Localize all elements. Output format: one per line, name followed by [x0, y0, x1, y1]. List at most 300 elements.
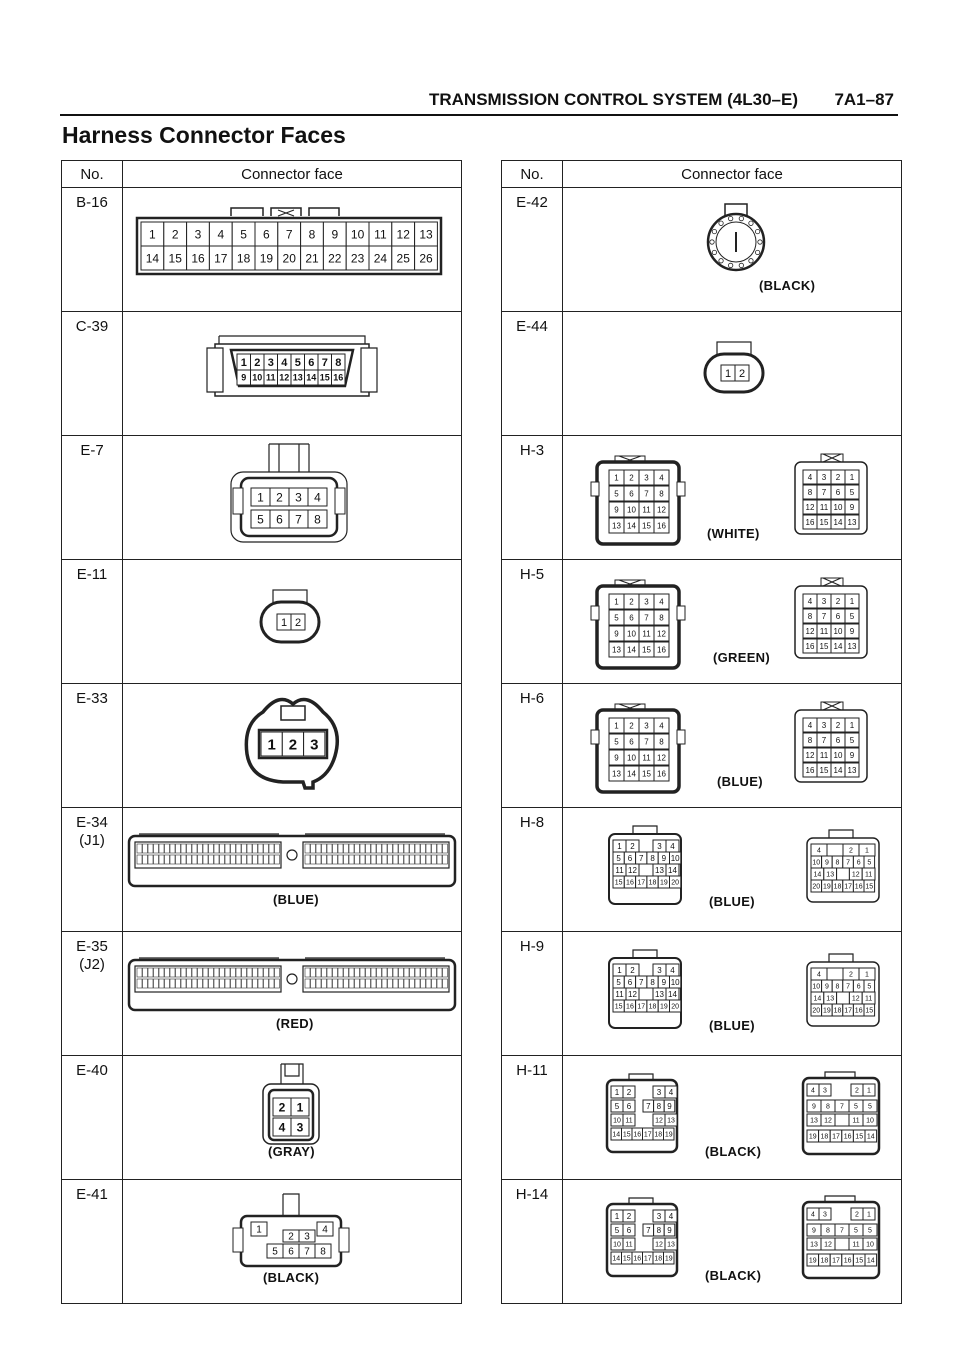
pin-number: 10 — [833, 750, 843, 760]
pin-cell — [332, 354, 346, 370]
pin-number: 11 — [625, 1241, 633, 1249]
pin-cell — [803, 470, 817, 484]
connector-color-label: (GRAY) — [268, 1144, 315, 1159]
pin-cell — [283, 1244, 299, 1258]
pin-cell — [666, 840, 679, 852]
connector-no: E-11 — [62, 560, 123, 684]
pin-cell — [371, 979, 376, 988]
pin-cell — [803, 594, 817, 608]
pin-number: 15 — [865, 1007, 874, 1015]
pin-cell — [807, 1084, 819, 1096]
pin-cell — [170, 968, 175, 977]
pin-number: 1 — [617, 841, 622, 851]
pin-cell — [269, 968, 274, 977]
pin-cell — [311, 968, 316, 977]
pin-cell — [338, 855, 343, 864]
pin-cell — [862, 868, 875, 880]
pin-cell — [209, 222, 232, 246]
pin-cell — [624, 518, 639, 533]
pin-number: 3 — [823, 1211, 827, 1219]
pin-cell — [632, 1252, 643, 1264]
pin-number: 3 — [267, 356, 274, 369]
pin-cell — [269, 844, 274, 853]
pin-cell — [316, 979, 321, 988]
pin-number: 11 — [615, 989, 624, 999]
pin-cell — [859, 968, 875, 980]
pin-cell — [360, 968, 365, 977]
pin-number: 17 — [637, 1003, 646, 1011]
pin-cell — [749, 221, 753, 225]
pin-number: 10 — [866, 1117, 874, 1125]
pin-number: 11 — [819, 750, 829, 760]
pin-number: 6 — [288, 1246, 294, 1258]
pin-cell — [611, 1114, 623, 1126]
pin-number: 16 — [805, 641, 815, 651]
pin-cell — [137, 979, 142, 988]
pin-cell — [187, 222, 210, 246]
pin-number: 16 — [657, 521, 666, 531]
pin-number: 12 — [805, 750, 815, 760]
pin-cell — [366, 844, 371, 853]
pin-number: 8 — [835, 983, 840, 991]
pin-number: 11 — [819, 626, 829, 636]
table-row — [62, 436, 462, 560]
pin-cell — [176, 855, 181, 864]
pin-number: 15 — [642, 645, 651, 655]
pin-cell — [665, 1238, 677, 1250]
table-row — [62, 560, 462, 684]
col-header-no: No. — [502, 161, 563, 188]
pin-cell — [832, 1004, 843, 1016]
pin-number: 3 — [821, 596, 827, 606]
connector-color-label: (BLACK) — [705, 1144, 762, 1159]
pin-number: 13 — [826, 871, 835, 879]
pin-cell — [643, 1100, 654, 1112]
pin-cell — [282, 732, 303, 756]
pin-number: 12 — [655, 1241, 663, 1249]
connector-color-label: (BLACK) — [759, 278, 816, 293]
pin-cell — [845, 733, 859, 747]
pin-number: 13 — [847, 641, 857, 651]
pin-number: 2 — [849, 847, 853, 855]
pin-cell — [311, 855, 316, 864]
pin-cell — [626, 840, 639, 852]
pin-number: 10 — [350, 227, 365, 242]
pin-number: 12 — [657, 753, 666, 763]
pin-cell — [181, 844, 186, 853]
pin-cell — [443, 979, 448, 988]
pin-cell — [236, 844, 241, 853]
pin-number: 3 — [657, 965, 662, 975]
b16-connector-diagram — [123, 188, 462, 305]
pin-number: 17 — [832, 1257, 840, 1265]
pin-cell — [176, 968, 181, 977]
pin-cell — [360, 844, 365, 853]
pin-number: 7 — [644, 613, 649, 623]
pin-cell — [349, 968, 354, 977]
pin-cell — [236, 979, 241, 988]
pin-cell — [231, 979, 236, 988]
pin-cell — [231, 844, 236, 853]
connector-no: E-41 — [62, 1180, 123, 1304]
pin-cell — [831, 748, 845, 762]
connector-face — [123, 436, 462, 560]
pin-cell — [421, 968, 426, 977]
pin-number: 12 — [824, 1241, 832, 1249]
pin-cell — [864, 1004, 875, 1016]
pin-cell — [624, 642, 639, 657]
pin-cell — [236, 968, 241, 977]
pin-number: 4 — [659, 721, 664, 731]
pin-cell — [388, 844, 393, 853]
pin-number: 10 — [670, 977, 680, 987]
pin-number: 19 — [823, 1007, 831, 1015]
pin-number: 8 — [308, 227, 316, 242]
pin-cell — [277, 614, 291, 630]
pin-cell — [273, 1118, 291, 1136]
pin-cell — [311, 979, 316, 988]
pin-cell — [853, 880, 864, 892]
pin-number: 4 — [659, 473, 664, 483]
pin-cell — [835, 1238, 849, 1250]
pin-number: 19 — [808, 1257, 817, 1265]
pin-cell — [399, 979, 404, 988]
pin-cell — [609, 766, 624, 781]
pin-cell — [623, 1210, 635, 1222]
pin-cell — [653, 1238, 665, 1250]
pin-cell — [299, 1230, 315, 1243]
pin-number: 3 — [310, 736, 319, 754]
pin-cell — [242, 968, 247, 977]
pin-cell — [187, 968, 192, 977]
pin-cell — [639, 718, 654, 733]
pin-cell — [426, 855, 431, 864]
pin-number: 13 — [612, 769, 621, 779]
pin-cell — [803, 624, 817, 638]
pin-number: 23 — [350, 251, 365, 266]
pin-number: 1 — [257, 490, 264, 505]
pin-cell — [611, 1086, 623, 1098]
connector-no: H-14 — [502, 1180, 563, 1304]
pin-cell — [410, 855, 415, 864]
pin-number: 16 — [657, 645, 666, 655]
pin-cell — [198, 855, 203, 864]
pin-cell — [344, 855, 349, 864]
pin-cell — [639, 610, 654, 625]
pin-cell — [143, 968, 148, 977]
pin-cell — [827, 844, 843, 856]
pin-number: 7 — [646, 1101, 651, 1111]
connector-face — [563, 560, 902, 684]
pin-number: 16 — [633, 1255, 642, 1263]
pin-cell — [613, 852, 624, 864]
pin-cell — [203, 844, 208, 853]
pin-number: 4 — [807, 596, 813, 606]
pin-cell — [242, 855, 247, 864]
pin-number: 8 — [320, 1246, 326, 1258]
pin-cell — [831, 733, 845, 747]
pin-cell — [824, 868, 837, 880]
pin-cell — [170, 979, 175, 988]
pin-cell — [639, 486, 654, 501]
col-header-no: No. — [62, 161, 123, 188]
pin-cell — [393, 855, 398, 864]
pin-cell — [665, 1210, 677, 1222]
pin-cell — [232, 246, 255, 270]
pin-number: 7 — [644, 737, 649, 747]
pin-cell — [817, 624, 831, 638]
pin-cell — [755, 229, 759, 233]
table-row — [502, 932, 902, 1056]
pin-number: 8 — [650, 977, 655, 987]
pin-cell — [845, 609, 859, 623]
pin-cell — [719, 221, 723, 225]
pin-number: 16 — [854, 883, 863, 891]
pin-number: 17 — [643, 1131, 652, 1139]
pin-number: 10 — [613, 1117, 621, 1125]
pin-cell — [654, 1100, 665, 1112]
table-row — [62, 1056, 462, 1180]
pin-cell — [251, 370, 265, 385]
pin-number: 13 — [655, 865, 664, 875]
pin-cell — [349, 979, 354, 988]
pin-number: 16 — [626, 1003, 634, 1011]
pin-number: 12 — [657, 629, 666, 639]
pin-number: 16 — [843, 1133, 852, 1141]
pin-number: 2 — [171, 227, 179, 242]
pin-cell — [832, 980, 843, 992]
pin-number: 7 — [304, 1246, 310, 1258]
pin-cell — [148, 855, 153, 864]
pin-cell — [203, 979, 208, 988]
pin-number: 3 — [644, 473, 649, 483]
pin-cell — [859, 844, 875, 856]
pin-number: 14 — [833, 765, 843, 775]
pin-number: 1 — [296, 1100, 304, 1115]
pin-cell — [291, 370, 305, 385]
pin-cell — [837, 992, 850, 1004]
connector-table-right — [501, 160, 902, 1304]
pin-cell — [862, 992, 875, 1004]
e11-connector-diagram — [123, 560, 462, 677]
pin-cell — [278, 222, 301, 246]
pin-cell — [315, 1244, 331, 1258]
pin-cell — [611, 1238, 623, 1250]
pin-number: 2 — [278, 1100, 286, 1115]
pin-cell — [258, 844, 263, 853]
pin-number: 13 — [847, 517, 857, 527]
pin-number: 13 — [826, 995, 835, 1003]
pin-cell — [333, 979, 338, 988]
connector-face — [123, 188, 462, 312]
pin-number: 7 — [821, 735, 827, 745]
pin-cell — [849, 1224, 863, 1236]
pin-cell — [824, 992, 837, 1004]
pin-number: 14 — [668, 865, 677, 875]
pin-cell — [807, 1208, 819, 1220]
connector-color-label: (RED) — [276, 1016, 314, 1031]
connector-color-label: (BLACK) — [705, 1268, 762, 1283]
pin-cell — [817, 733, 831, 747]
pin-number: 2 — [835, 472, 841, 482]
pin-cell — [214, 979, 219, 988]
pin-cell — [301, 222, 324, 246]
connector-no: E-44 — [502, 312, 563, 436]
pin-number: 6 — [263, 227, 270, 242]
pin-cell — [338, 844, 343, 853]
pin-cell — [275, 855, 280, 864]
pin-cell — [242, 979, 247, 988]
pin-cell — [817, 763, 831, 777]
pin-number: 13 — [292, 372, 303, 383]
pin-number: 4 — [670, 841, 675, 851]
pin-cell — [231, 855, 236, 864]
pin-cell — [305, 844, 310, 853]
pin-cell — [639, 626, 654, 641]
pin-number: 1 — [240, 356, 247, 369]
pin-number: 7 — [285, 227, 293, 242]
connector-face — [563, 1180, 902, 1304]
pin-cell — [803, 485, 817, 499]
pin-cell — [253, 844, 258, 853]
connector-no: E-7 — [62, 436, 123, 560]
pin-cell — [843, 880, 854, 892]
table-row — [502, 1056, 902, 1180]
pin-number: 11 — [864, 995, 873, 1003]
pin-number: 5 — [240, 227, 247, 242]
pin-cell — [369, 246, 392, 270]
pin-cell — [643, 1224, 654, 1236]
pin-cell — [253, 979, 258, 988]
pin-number: 6 — [835, 735, 841, 745]
pin-number: 13 — [667, 1117, 675, 1125]
table-row — [62, 684, 462, 808]
pin-cell — [636, 976, 647, 988]
pin-cell — [822, 880, 833, 892]
pin-cell — [849, 1238, 863, 1250]
pin-cell — [611, 1224, 623, 1236]
pin-cell — [165, 979, 170, 988]
pin-cell — [819, 1130, 831, 1142]
pin-cell — [807, 1254, 819, 1266]
pin-cell — [643, 1128, 654, 1140]
pin-cell — [609, 486, 624, 501]
pin-cell — [853, 1130, 865, 1142]
pin-cell — [654, 734, 669, 749]
pin-cell — [415, 968, 420, 977]
pin-number: 18 — [648, 879, 657, 887]
pin-cell — [817, 470, 831, 484]
pin-cell — [835, 1224, 849, 1236]
pin-cell — [264, 354, 278, 370]
pin-number: 20 — [282, 251, 296, 266]
pin-cell — [845, 763, 859, 777]
pin-cell — [415, 844, 420, 853]
pin-number: 7 — [840, 1227, 844, 1235]
pin-cell — [710, 240, 714, 244]
pin-cell — [853, 1254, 865, 1266]
pin-cell — [264, 370, 278, 385]
pin-number: 14 — [612, 1131, 621, 1139]
pin-cell — [611, 1210, 623, 1222]
pin-number: 11 — [642, 505, 651, 515]
pin-cell — [670, 876, 681, 888]
pin-cell — [831, 624, 845, 638]
pin-cell — [304, 732, 325, 756]
pin-number: 4 — [322, 1224, 328, 1236]
pin-cell — [609, 750, 624, 765]
pin-cell — [749, 259, 753, 263]
pin-number: 5 — [868, 1103, 872, 1111]
pin-number: 10 — [833, 626, 843, 636]
pin-number: 15 — [168, 251, 182, 266]
pin-cell — [654, 470, 669, 485]
pin-number: 8 — [314, 512, 321, 527]
pin-cell — [803, 718, 817, 732]
pin-number: 6 — [856, 859, 861, 867]
pin-number: 5 — [616, 977, 621, 987]
pin-number: 3 — [194, 227, 202, 242]
pin-number: 17 — [637, 879, 646, 887]
pin-cell — [624, 718, 639, 733]
pin-cell — [318, 354, 332, 370]
connector-face — [563, 1056, 902, 1180]
pin-cell — [316, 855, 321, 864]
pin-cell — [613, 964, 626, 976]
pin-cell — [267, 1244, 283, 1258]
pin-cell — [639, 766, 654, 781]
pin-number: 8 — [807, 611, 813, 621]
pin-number: 6 — [627, 977, 633, 987]
pin-number: 13 — [419, 227, 433, 242]
pin-number: 11 — [625, 1117, 633, 1125]
pin-number: 2 — [738, 367, 746, 380]
connector-no: H-9 — [502, 932, 563, 1056]
connector-no: H-11 — [502, 1056, 563, 1180]
pin-number: 12 — [805, 626, 815, 636]
pin-cell — [864, 856, 875, 868]
pin-number: 9 — [812, 1227, 816, 1235]
pin-number: 4 — [670, 965, 675, 975]
pin-cell — [721, 365, 735, 381]
pin-cell — [643, 1252, 654, 1264]
pin-cell — [220, 855, 225, 864]
table-row — [502, 808, 902, 932]
pin-cell — [305, 979, 310, 988]
pin-number: 6 — [627, 853, 633, 863]
pin-cell — [817, 500, 831, 514]
connector-color-label: (WHITE) — [707, 526, 760, 541]
pin-cell — [143, 979, 148, 988]
pin-cell — [863, 1100, 877, 1112]
pin-number: 2 — [849, 971, 853, 979]
pin-cell — [209, 844, 214, 853]
pin-cell — [360, 855, 365, 864]
pin-number: 5 — [868, 1227, 872, 1235]
pin-cell — [291, 614, 305, 630]
pin-cell — [137, 855, 142, 864]
pin-number: 4 — [807, 720, 813, 730]
pin-cell — [437, 855, 442, 864]
pin-cell — [388, 968, 393, 977]
pin-cell — [421, 844, 426, 853]
pin-cell — [863, 1084, 875, 1096]
pin-cell — [198, 968, 203, 977]
pin-number: 20 — [671, 1003, 680, 1011]
pin-number: 6 — [626, 1101, 632, 1111]
pin-cell — [639, 594, 654, 609]
pin-cell — [247, 979, 252, 988]
